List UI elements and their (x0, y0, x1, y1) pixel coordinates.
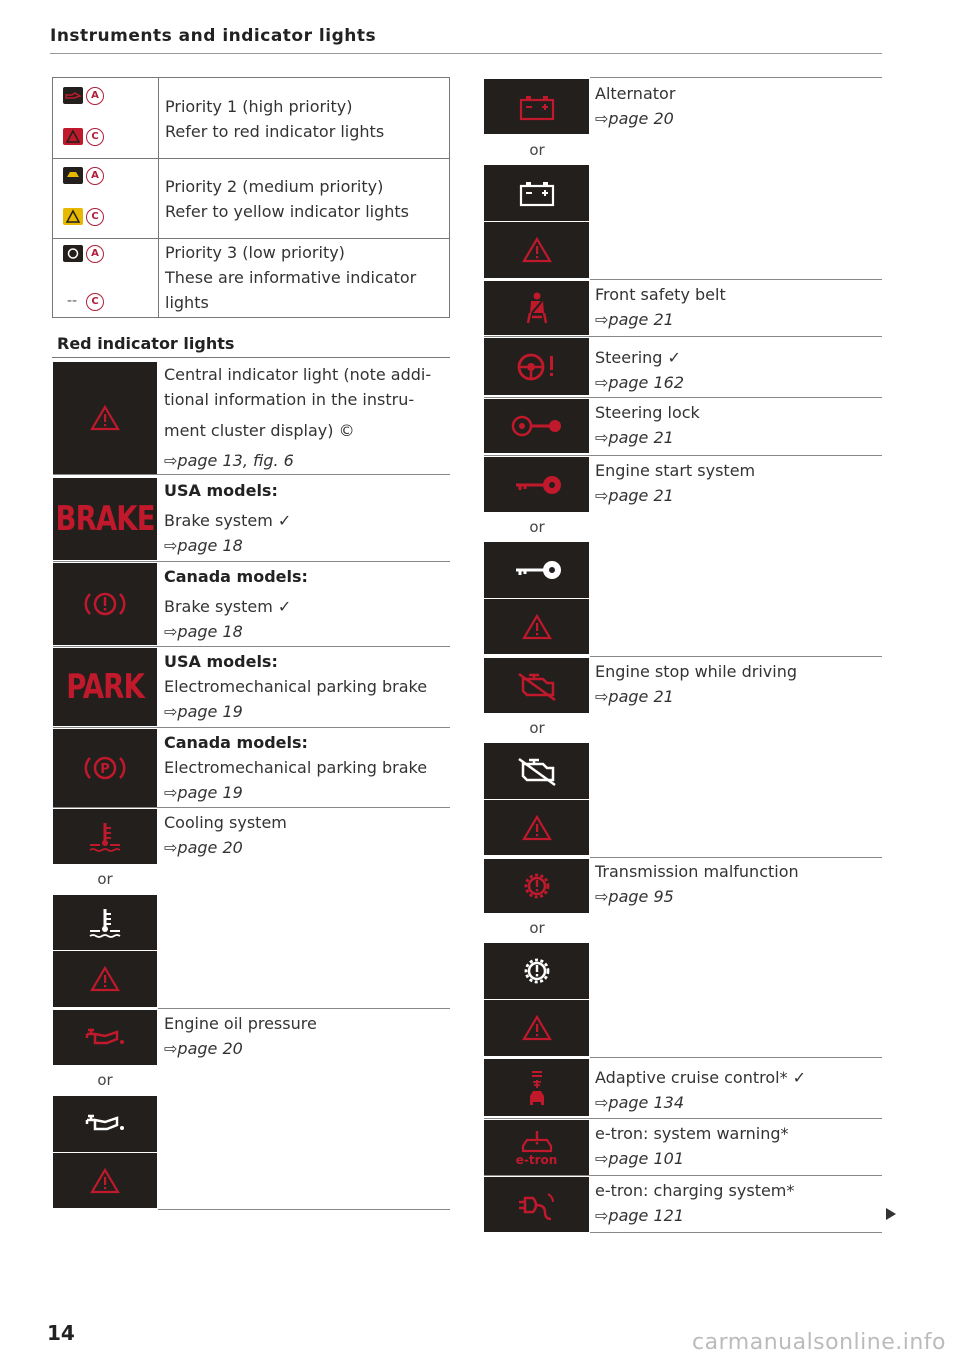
marker-c-icon: C (86, 293, 104, 311)
priority-line: Priority 2 (medium priority) (165, 177, 384, 196)
marker-c-icon: C (86, 208, 104, 226)
row-divider (484, 397, 882, 398)
or-label: or (529, 141, 545, 159)
coolant-white-icon (53, 895, 157, 950)
row-divider (590, 1232, 882, 1233)
table-row (53, 158, 449, 239)
park-canada-desc (164, 730, 427, 805)
steering-warning-icon (484, 338, 589, 395)
desc-bold: Canada models: (164, 733, 308, 752)
page-link[interactable]: ⇨page 21 (595, 310, 674, 329)
warning-triangle-icon (53, 951, 157, 1007)
desc-line: Transmission malfunction (595, 862, 799, 881)
priority-2-text (165, 174, 409, 224)
row-divider (590, 857, 882, 858)
priority-line: These are informative indicator (165, 268, 417, 287)
row-divider (53, 727, 450, 728)
or-label: or (97, 1071, 113, 1089)
page-link[interactable]: ⇨page 20 (164, 838, 243, 857)
or-label: or (529, 719, 545, 737)
warning-triangle-icon (484, 599, 589, 654)
seatbelt-icon (484, 281, 589, 335)
adaptive-cruise-icon (484, 1059, 589, 1116)
page-link[interactable]: ⇨page 121 (595, 1206, 684, 1225)
warning-triangle-icon (484, 800, 589, 855)
page-link[interactable]: ⇨page 21 (595, 486, 674, 505)
transmission-gear-white-icon (484, 943, 589, 999)
priority-1-text (165, 94, 384, 144)
continue-arrow-icon[interactable] (886, 1208, 896, 1220)
priority-line: Refer to yellow indicator lights (165, 202, 410, 221)
battery-white-icon (484, 165, 589, 221)
alternator-battery-icon (484, 79, 589, 134)
page-link[interactable]: ⇨page 19 (164, 783, 243, 802)
desc-bold: USA models: (164, 481, 278, 500)
desc-line: Adaptive cruise control* ✓ (595, 1068, 807, 1087)
row-divider (590, 1057, 882, 1058)
etron-warning-icon (484, 1120, 589, 1175)
page-link[interactable]: ⇨page 162 (595, 373, 684, 392)
priority-line: lights (165, 293, 209, 312)
engine-stop-icon (484, 658, 589, 713)
brake-circle-icon (53, 563, 157, 645)
transmission-desc (595, 859, 799, 909)
priority-3-text (165, 240, 416, 315)
engine-stop-white-icon (484, 743, 589, 799)
or-label: or (97, 870, 113, 888)
central-warning-icon (53, 362, 157, 474)
desc-line: Steering lock (595, 403, 700, 422)
engine-start-key-white-icon (484, 542, 589, 598)
desc-line: e-tron: system warning* (595, 1124, 789, 1143)
row-divider (484, 1118, 882, 1119)
desc-line: Engine stop while driving (595, 662, 797, 681)
brake-label: BRAKE (55, 499, 155, 539)
section-divider (52, 357, 450, 358)
park-label: PARK (66, 667, 144, 707)
page-link[interactable]: ⇨page 20 (164, 1039, 243, 1058)
dash-marker: -- (67, 293, 78, 309)
etron-icon-label: e-tron (515, 1152, 558, 1167)
row-divider (590, 77, 882, 78)
oil-pressure-icon (53, 1010, 157, 1065)
desc-line: tional information in the instru- (164, 390, 415, 409)
row-divider (53, 474, 450, 475)
or-label: or (529, 518, 545, 536)
page-link[interactable]: ⇨page 19 (164, 702, 243, 721)
warning-triangle-icon (484, 1000, 589, 1056)
row-divider (53, 646, 450, 647)
transmission-gear-icon (484, 859, 589, 913)
steering-lock-icon (484, 399, 589, 453)
parking-brake-circle-icon (53, 729, 157, 807)
yellow-warning-swatch-icon (63, 208, 83, 225)
marker-a-icon: A (86, 245, 104, 263)
page-link[interactable]: ⇨page 95 (595, 887, 674, 906)
row-divider (590, 279, 882, 280)
page-link[interactable]: ⇨page 134 (595, 1093, 684, 1112)
page-header-title: Instruments and indicator lights (50, 26, 377, 46)
row-divider (53, 561, 450, 562)
desc-line: Electromechanical parking brake (164, 677, 428, 696)
oil-warning-swatch-icon (63, 87, 83, 104)
page-link[interactable]: ⇨page 18 (164, 536, 243, 555)
etron-warning-desc (595, 1121, 789, 1171)
header-divider (50, 53, 882, 54)
svg-text:P: P (100, 762, 110, 777)
priority-line: Refer to red indicator lights (165, 122, 385, 141)
desc-line: Front safety belt (595, 285, 726, 304)
engine-start-key-icon (484, 457, 589, 512)
priority-line: Priority 3 (low priority) (165, 243, 345, 262)
park-usa-desc (164, 649, 427, 724)
brake-usa-desc (164, 478, 291, 558)
alternator-desc (595, 81, 675, 131)
row-divider (484, 1175, 882, 1176)
row-divider (590, 656, 882, 657)
steering-lock-desc (595, 400, 700, 450)
desc-line: Engine start system (595, 461, 756, 480)
engine-start-desc (595, 458, 755, 508)
desc-line: Steering ✓ (595, 348, 681, 367)
seatbelt-desc (595, 282, 726, 332)
warning-triangle-icon (484, 222, 589, 278)
row-divider (484, 336, 882, 337)
row-divider (158, 1209, 450, 1210)
oil-desc (164, 1011, 317, 1061)
watermark-text: carmanualsonline.info (692, 1330, 946, 1355)
desc-line: Alternator (595, 84, 676, 103)
red-warning-swatch-icon (63, 128, 83, 145)
marker-a-icon: A (86, 87, 104, 105)
marker-c-icon: C (86, 128, 104, 146)
oil-pressure-white-icon (53, 1096, 157, 1152)
page-link[interactable]: ⇨page 18 (164, 622, 243, 641)
etron-charging-desc (595, 1178, 794, 1228)
desc-bold: Canada models: (164, 567, 308, 586)
section-title: Red indicator lights (57, 334, 235, 353)
coolant-icon (53, 809, 157, 864)
cooling-desc (164, 810, 287, 860)
desc-line: Brake system ✓ (164, 597, 292, 616)
desc-line: ment cluster display) © (164, 421, 355, 440)
row-divider (53, 807, 450, 808)
page-link[interactable]: ⇨page 101 (595, 1149, 684, 1168)
table-row (53, 78, 449, 159)
page-link[interactable]: ⇨page 20 (595, 109, 674, 128)
desc-line: Brake system ✓ (164, 511, 292, 530)
marker-a-icon: A (86, 167, 104, 185)
etron-charging-plug-icon (484, 1177, 589, 1232)
page-link[interactable]: ⇨page 21 (595, 687, 674, 706)
central-indicator-desc (164, 362, 431, 473)
engine-stop-desc (595, 659, 797, 709)
row-divider (158, 1008, 450, 1009)
info-gear-swatch-icon (63, 245, 83, 262)
desc-line: Electromechanical parking brake (164, 758, 428, 777)
warning-triangle-icon (53, 1153, 157, 1208)
desc-line: e-tron: charging system* (595, 1181, 795, 1200)
steering-desc (595, 345, 684, 395)
brake-canada-desc (164, 564, 308, 644)
or-label: or (529, 919, 545, 937)
page-link[interactable]: ⇨page 13, fig. 6 (164, 451, 294, 470)
priority-line: Priority 1 (high priority) (165, 97, 353, 116)
page-number: 14 (47, 1321, 75, 1345)
park-word-icon (53, 648, 157, 726)
cruise-desc (595, 1065, 806, 1115)
priority-table (52, 77, 450, 318)
desc-line: Central indicator light (note addi- (164, 365, 432, 384)
desc-bold: USA models: (164, 652, 278, 671)
desc-line: Engine oil pressure (164, 1014, 317, 1033)
yellow-car-swatch-icon (63, 167, 83, 184)
table-row (53, 238, 449, 319)
page-link[interactable]: ⇨page 21 (595, 428, 674, 447)
brake-word-icon (53, 478, 157, 560)
desc-line: Cooling system (164, 813, 287, 832)
row-divider (484, 455, 882, 456)
